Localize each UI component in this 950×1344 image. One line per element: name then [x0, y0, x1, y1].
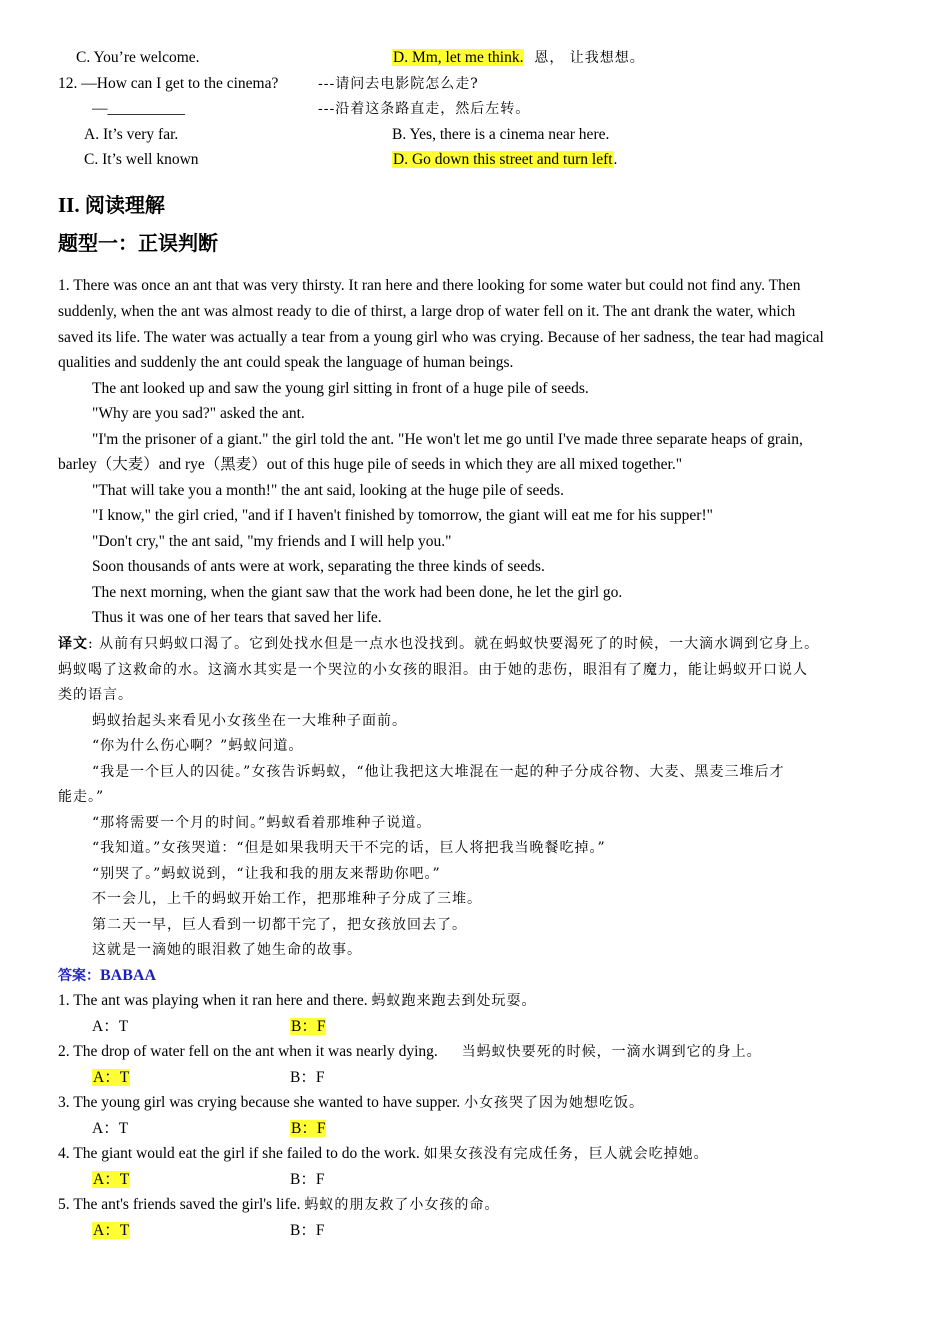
passage-line: "That will take you a month!" the ant said, looking at the huge pile of seeds. — [92, 482, 564, 499]
question-text: 3. The young girl was crying because she wanted to have supper. 小女孩哭了因为她想吃饭。 — [58, 1094, 645, 1111]
q12-question: 12. —How can I get to the cinema? — [58, 75, 279, 92]
translation-line: 第二天一早，巨人看到一切都干完了，把女孩放回去了。 — [92, 917, 467, 933]
translation-line: “你为什么伤心啊？”蚂蚁问道。 — [92, 738, 304, 754]
q12-question-cn: ---请问去电影院怎么走? — [318, 76, 479, 92]
answer-label: 答案： — [58, 968, 100, 984]
answer-key — [58, 965, 156, 987]
translation-line: 不一会儿，上千的蚂蚁开始工作，把那堆种子分成了三堆。 — [92, 891, 482, 907]
passage-line: Thus it was one of her tears that saved her life. — [92, 609, 382, 626]
option-b: B：F — [290, 1171, 325, 1188]
correct-option-highlight: A：T — [93, 1171, 130, 1188]
question-text: 5. The ant's friends saved the girl's life. 蚂蚁的朋友救了小女孩的命。 — [58, 1196, 500, 1213]
option-a: A：T — [92, 1120, 129, 1137]
question-text: 4. The giant would eat the girl if she failed to do the work. 如果女孩没有完成任务，巨人就会吃掉她。 — [58, 1145, 709, 1162]
option-a — [92, 1067, 130, 1089]
option-b: B：F — [290, 1069, 325, 1086]
option-a: A：T — [92, 1018, 129, 1035]
q11-option-d-cn: 恩， 让我想想。 — [534, 50, 645, 66]
translation-line: 能走。” — [58, 789, 105, 805]
translation-label: 译文 — [58, 636, 88, 652]
translation-line: “我是一个巨人的囚徒。”女孩告诉蚂蚁，“他让我把这大堆混在一起的种子分成谷物、大麦、黑麦三堆后才 — [92, 764, 785, 780]
option-a — [92, 1220, 130, 1242]
correct-option-highlight: B：F — [291, 1120, 326, 1137]
passage-line: saved its life. The water was actually a tear from a young girl who was crying. Because of her sadness, the tear had magical — [58, 329, 824, 346]
translation-line: 这就是一滴她的眼泪救了她生命的故事。 — [92, 942, 362, 958]
translation-line: “别哭了。”蚂蚁说到，“让我和我的朋友来帮助你吧。” — [92, 866, 441, 882]
q11-option-d — [392, 47, 645, 69]
passage-line: "Don't cry," the ant said, "my friends and I will help you." — [92, 533, 452, 550]
q12-option-b: B. Yes, there is a cinema near here. — [392, 126, 610, 143]
passage-line: "I'm the prisoner of a giant." the girl told the ant. "He won't let me go until I've made three separate heaps of grain, — [92, 431, 803, 448]
translation-first-line: 译文: 从前有只蚂蚁口渴了。它到处找水但是一点水也没找到。就在蚂蚁快要渴死了的时候，一大滴水调到它身上。 — [58, 636, 820, 652]
section-title: 阅读理解 — [84, 193, 165, 217]
q12-answer-cn: ---沿着这条路直走，然后左转。 — [318, 101, 531, 117]
passage-line: "Why are you sad?" asked the ant. — [92, 405, 305, 422]
translation-line: 类的语言。 — [58, 687, 133, 703]
passage-line: The ant looked up and saw the young girl sitting in front of a huge pile of seeds. — [92, 380, 589, 397]
answer-value: BABAA — [100, 967, 157, 984]
correct-option-highlight: A：T — [93, 1069, 130, 1086]
passage-line: "I know," the girl cried, "and if I haven't finished by tomorrow, the giant will eat me for his supper!" — [92, 507, 713, 524]
translation-line: 蚂蚁喝了这救命的水。这滴水其实是一个哭泣的小女孩的眼泪。由于她的悲伤，眼泪有了魔力，能让蚂蚁开口说人 — [58, 662, 808, 678]
translation-line: “那将需要一个月的时间。”蚂蚁看着那堆种子说道。 — [92, 815, 432, 831]
question-text: 1. The ant was playing when it ran here and there. 蚂蚁跑来跑去到处玩耍。 — [58, 992, 537, 1009]
q11-option-c: C. You’re welcome. — [76, 49, 200, 66]
question-text: 2. The drop of water fell on the ant when it was nearly dying. 当蚂蚁快要死的时候，一滴水调到它的身上。 — [58, 1043, 762, 1060]
option-b — [290, 1118, 326, 1140]
section-heading — [58, 190, 165, 220]
option-a — [92, 1169, 130, 1191]
option-b — [290, 1016, 326, 1038]
q11-option-d-highlight: D. Mm, let me think. — [393, 49, 524, 66]
section-subtitle: 题型一：正误判断 — [58, 231, 218, 255]
q12-option-d-highlight: D. Go down this street and turn left — [393, 151, 613, 168]
q12-option-d: D. Go down this street and turn left. — [393, 151, 618, 168]
option-b: B：F — [290, 1222, 325, 1239]
correct-option-highlight: B：F — [291, 1018, 326, 1035]
passage-line: 1. There was once an ant that was very thirsty. It ran here and there looking for some water but could not find any. Then — [58, 277, 801, 294]
correct-option-highlight: A：T — [93, 1222, 130, 1239]
q12-option-a: A. It’s very far. — [84, 126, 179, 143]
passage-line: Soon thousands of ants were at work, separating the three kinds of seeds. — [92, 558, 545, 575]
q12-option-c: C. It’s well known — [84, 151, 199, 168]
passage-line: The next morning, when the giant saw that the work had been done, he let the girl go. — [92, 584, 623, 601]
translation-line: 蚂蚁抬起头来看见小女孩坐在一大堆种子面前。 — [92, 713, 407, 729]
translation-line: “我知道。”女孩哭道：“但是如果我明天干不完的话，巨人将把我当晚餐吃掉。” — [92, 840, 606, 856]
section-roman: II. — [58, 193, 80, 217]
q12-answer-blank: —__________ — [92, 100, 185, 117]
passage-line: barley（大麦）and rye（黑麦）out of this huge pile of seeds in which they are all mixed together." — [58, 456, 683, 473]
passage-line: suddenly, when the ant was almost ready to die of thirst, a large drop of water fell on it. The ant drank the water, which — [58, 303, 796, 320]
passage-line: qualities and suddenly the ant could speak the language of human beings. — [58, 354, 514, 371]
